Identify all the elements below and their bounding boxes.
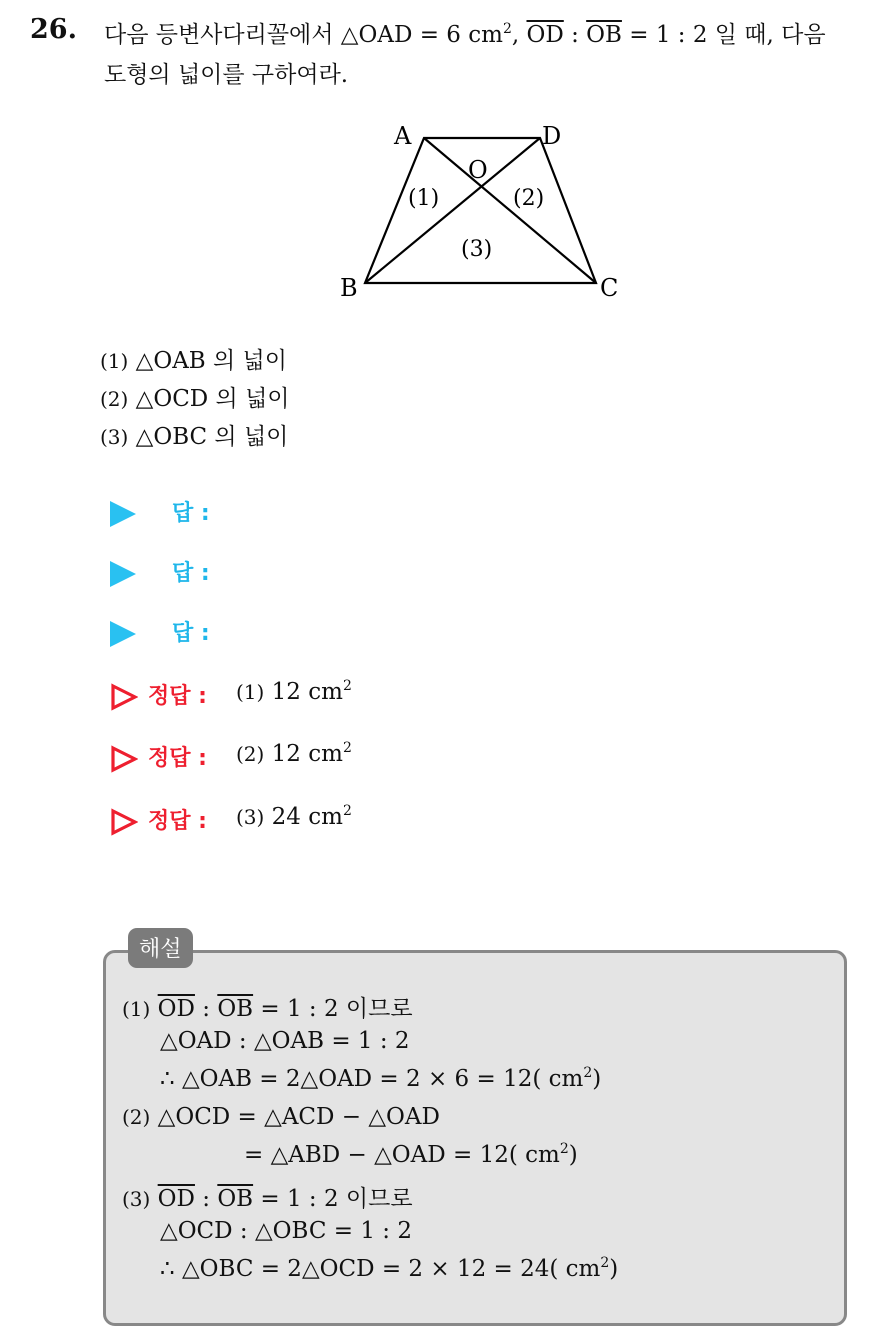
question-comma: , [511, 22, 520, 48]
segment-od: $\overline{OD}$ [157, 996, 195, 1022]
answer-number: (2) [236, 742, 265, 766]
subquestion-2 [100, 380, 290, 413]
subquestion-1 [100, 342, 287, 375]
region-label-3: (3) [461, 237, 493, 262]
solution-text: = △ABD − △OAD = 12( cm [244, 1142, 560, 1168]
answer-label: 답 : [172, 561, 210, 586]
answer-value: 12 cm [264, 679, 343, 705]
vertex-label-a: A [394, 122, 412, 150]
region-label-2: (2) [513, 186, 545, 211]
segment-ob: $\overline{OB}$ [217, 1186, 254, 1212]
correct-answer-value [236, 679, 352, 705]
correct-answer-value [236, 804, 352, 830]
play-arrow-icon [110, 501, 136, 527]
solution-text: = 1 : 2 이므로 [253, 1186, 413, 1212]
answer-row-3[interactable] [110, 614, 510, 654]
segment-od: $\overline{OD}$ [157, 1186, 195, 1212]
outline-arrow-icon [110, 745, 138, 773]
segment-ob: $\overline{OB}$ [586, 22, 622, 48]
outline-arrow-icon [110, 808, 138, 836]
solution-line-4 [122, 1104, 440, 1130]
solution-line-6 [122, 1180, 413, 1213]
correct-answer-row-1 [110, 677, 510, 717]
solution-text-end: ) [592, 1066, 602, 1092]
answer-value: 24 cm [264, 804, 343, 830]
trapezoid-figure [330, 108, 640, 308]
solution-text-end: ) [568, 1142, 578, 1168]
correct-label: 정답 : [148, 684, 207, 709]
answer-number: (1) [236, 680, 265, 704]
subquestion-text: △OBC 의 넓이 [128, 424, 289, 450]
play-arrow-icon [110, 561, 136, 587]
vertex-label-d: D [542, 122, 562, 150]
ratio-separator: : [563, 22, 587, 48]
solution-line-3 [160, 1066, 601, 1092]
subquestion-text: △OCD 의 넓이 [128, 386, 290, 412]
subquestion-number: (2) [100, 387, 129, 411]
answer-row-2[interactable] [110, 554, 510, 594]
solution-number: (1) [122, 997, 151, 1021]
correct-answer-row-2 [110, 739, 510, 779]
solution-line-1 [122, 990, 413, 1023]
solution-line-7: △OCD : △OBC = 1 : 2 [160, 1218, 412, 1244]
vertex-label-o: O [468, 156, 488, 184]
solution-text-end: ) [609, 1256, 619, 1282]
solution-number: (2) [122, 1105, 151, 1129]
subquestion-text: △OAB 의 넓이 [128, 348, 287, 374]
answer-label: 답 : [172, 621, 210, 646]
answer-number: (3) [236, 805, 265, 829]
outline-arrow-icon [110, 683, 138, 711]
question-text-part2: = 1 : 2 일 때, 다음 [621, 22, 826, 48]
solution-text: △OCD = △ACD − △OAD [150, 1104, 440, 1130]
answer-sup: 2 [342, 740, 352, 756]
question-text-line2: 도형의 넓이를 구하여라. [104, 62, 349, 88]
question-text-line1 [104, 16, 826, 49]
solution-line-2: △OAD : △OAB = 1 : 2 [160, 1028, 410, 1054]
solution-number: (3) [122, 1187, 151, 1211]
solution-line-8 [160, 1256, 618, 1282]
solution-text: ∴ △OAB = 2△OAD = 2 × 6 = 12( cm [160, 1066, 584, 1092]
subquestion-number: (3) [100, 425, 129, 449]
question-sup: 2 [502, 21, 512, 37]
solution-sup: 2 [583, 1065, 593, 1081]
solution-line-5 [244, 1142, 578, 1168]
correct-answer-row-3 [110, 802, 510, 842]
answer-value: 12 cm [264, 741, 343, 767]
ratio-separator: : [194, 1186, 218, 1212]
answer-label: 답 : [172, 501, 210, 526]
segment-ob: $\overline{OB}$ [217, 996, 254, 1022]
correct-label: 정답 : [148, 809, 207, 834]
solution-text: ∴ △OBC = 2△OCD = 2 × 12 = 24( cm [160, 1256, 601, 1282]
solution-title: 해설 [128, 928, 193, 968]
question-number: 26. [30, 14, 77, 45]
diagonal-ac [424, 138, 596, 283]
region-label-1: (1) [408, 186, 440, 211]
correct-label: 정답 : [148, 746, 207, 771]
question-text-part1: 다음 등변사다리꼴에서 △OAD = 6 cm [104, 22, 503, 48]
solution-text: = 1 : 2 이므로 [253, 996, 413, 1022]
ratio-separator: : [194, 996, 218, 1022]
correct-answer-value [236, 741, 352, 767]
solution-sup: 2 [559, 1141, 569, 1157]
play-arrow-icon [110, 621, 136, 647]
subquestion-3 [100, 418, 288, 451]
solution-sup: 2 [600, 1255, 610, 1271]
vertex-label-b: B [340, 274, 358, 302]
answer-row-1[interactable] [110, 494, 510, 534]
answer-sup: 2 [342, 803, 352, 819]
vertex-label-c: C [600, 274, 619, 302]
answer-sup: 2 [342, 678, 352, 694]
subquestion-number: (1) [100, 349, 129, 373]
segment-od: $\overline{OD}$ [526, 22, 564, 48]
